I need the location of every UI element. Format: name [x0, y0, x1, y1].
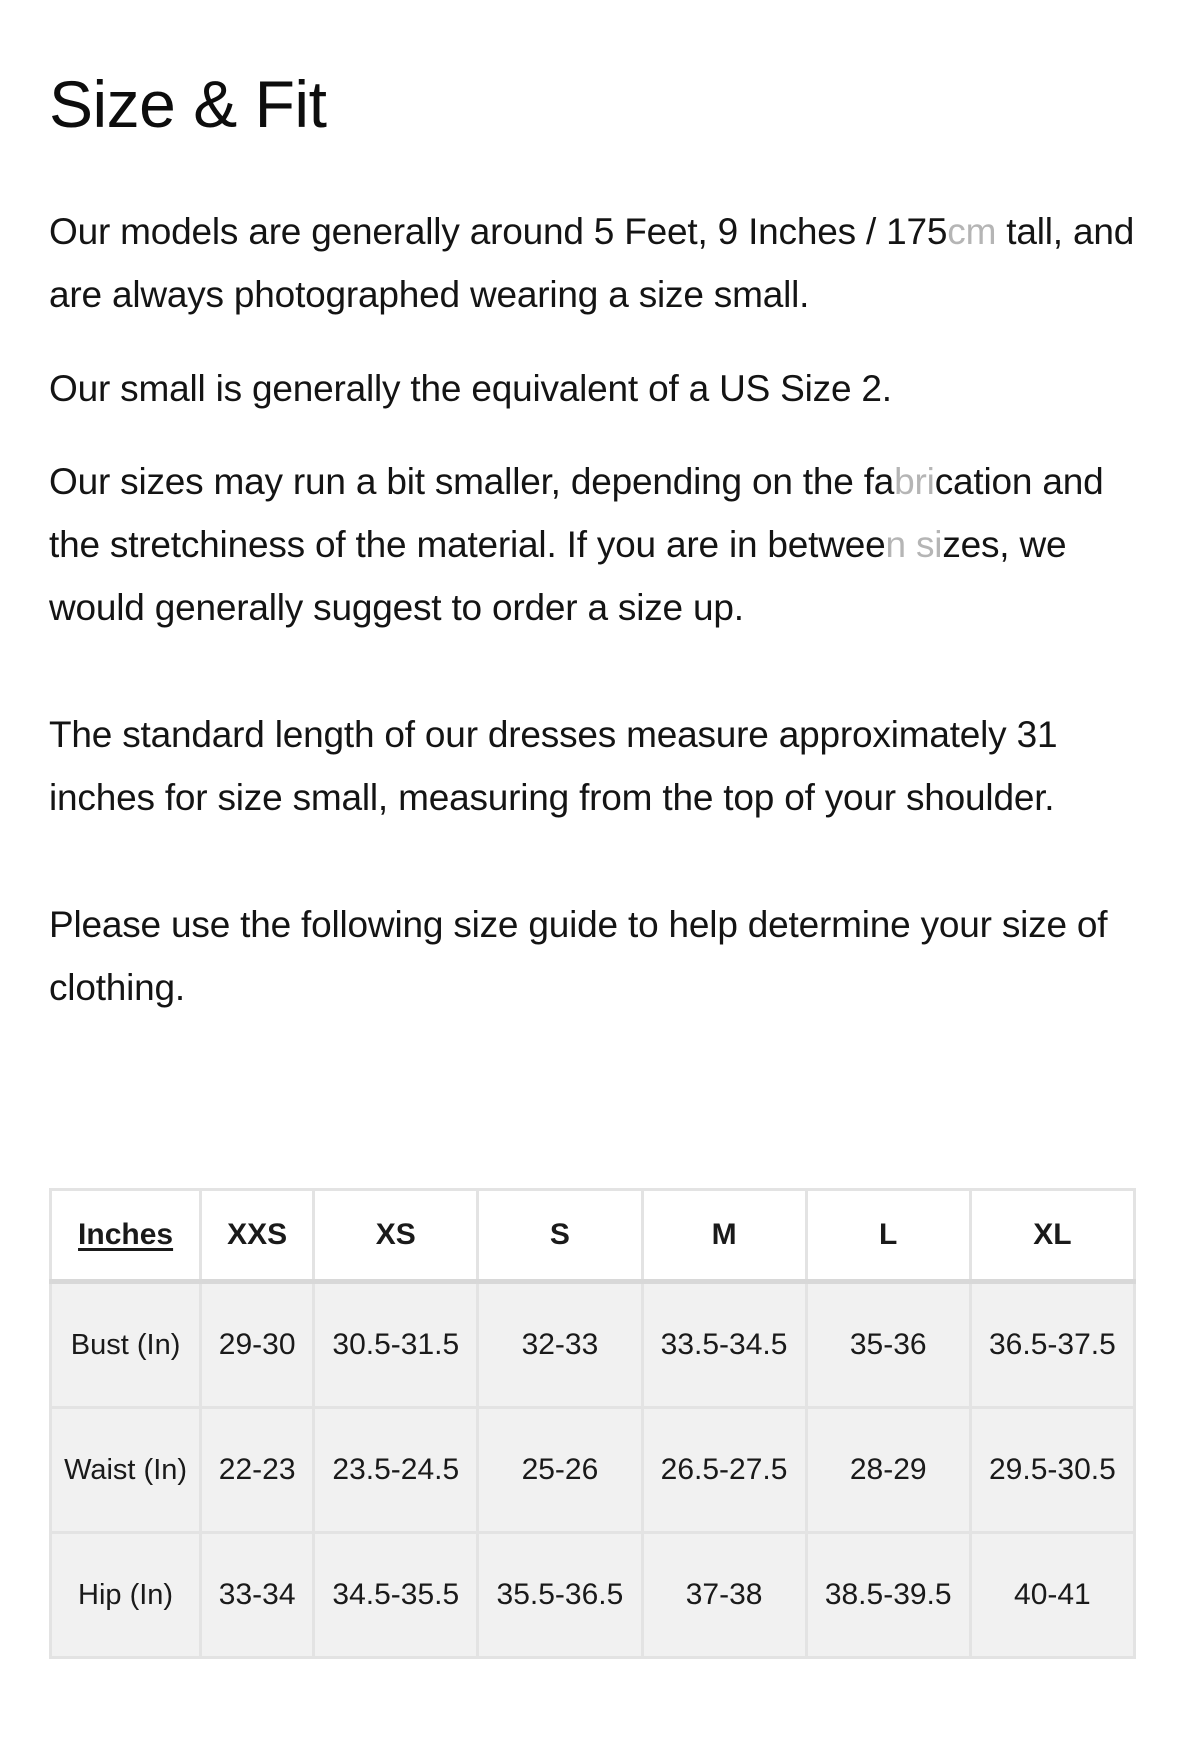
paragraph-text: Our sizes may run a bit smaller, depending on the fa [49, 461, 895, 502]
table-cell: 33-34 [201, 1533, 314, 1658]
size-guide-table [49, 1188, 1136, 1659]
table-cell: 35.5-36.5 [478, 1533, 642, 1658]
size-header: XS [314, 1190, 478, 1282]
table-cell: 34.5-35.5 [314, 1533, 478, 1658]
size-guide-intro-paragraph: Please use the following size guide to help determine your size of clothing. [49, 904, 1108, 1008]
faded-text: bri [894, 461, 935, 502]
table-cell: 35-36 [806, 1282, 970, 1408]
table-cell: 26.5-27.5 [642, 1408, 806, 1533]
table-cell: 37-38 [642, 1533, 806, 1658]
size-header: S [478, 1190, 642, 1282]
table-cell: 40-41 [970, 1533, 1134, 1658]
table-cell: 36.5-37.5 [970, 1282, 1134, 1408]
table-cell: 30.5-31.5 [314, 1282, 478, 1408]
table-row [51, 1282, 1135, 1408]
measurement-label: Bust (In) [51, 1282, 201, 1408]
dress-length-paragraph: The standard length of our dresses measure approximately 31 inches for size small, measuring from the top of your shoulder. [49, 714, 1058, 818]
table-cell: 29.5-30.5 [970, 1408, 1134, 1533]
table-cell: 25-26 [478, 1408, 642, 1533]
table-cell: 28-29 [806, 1408, 970, 1533]
faded-text: n si [885, 524, 943, 565]
paragraph-text: tall, and are always photographed wearing a size small. [49, 211, 1135, 315]
paragraph-text: Our models are generally around 5 Feet, 9 Inches / 175 [49, 211, 948, 252]
model-height-paragraph [49, 200, 1139, 326]
table-cell: 23.5-24.5 [314, 1408, 478, 1533]
unit-header: Inches [51, 1190, 201, 1282]
paragraph-text: zes, we would generally suggest to order a size up. [49, 524, 1067, 628]
table-cell: 29-30 [201, 1282, 314, 1408]
table-row [51, 1408, 1135, 1533]
page-title: Size & Fit [49, 67, 327, 141]
table-cell: 22-23 [201, 1408, 314, 1533]
size-header: XXS [201, 1190, 314, 1282]
sizing-advice-paragraph [49, 450, 1139, 639]
size-header: M [642, 1190, 806, 1282]
table-cell: 32-33 [478, 1282, 642, 1408]
paragraph-text: cation and the stretchiness of the material. If you are in betwee [49, 461, 1104, 565]
table-cell: 38.5-39.5 [806, 1533, 970, 1658]
table-row [51, 1533, 1135, 1658]
measurement-label: Hip (In) [51, 1533, 201, 1658]
size-header: L [806, 1190, 970, 1282]
size-header: XL [970, 1190, 1134, 1282]
table-header-row [51, 1190, 1135, 1282]
table-cell: 33.5-34.5 [642, 1282, 806, 1408]
faded-text: cm [947, 211, 997, 252]
us-size-paragraph: Our small is generally the equivalent of a US Size 2. [49, 368, 892, 409]
measurement-label: Waist (In) [51, 1408, 201, 1533]
